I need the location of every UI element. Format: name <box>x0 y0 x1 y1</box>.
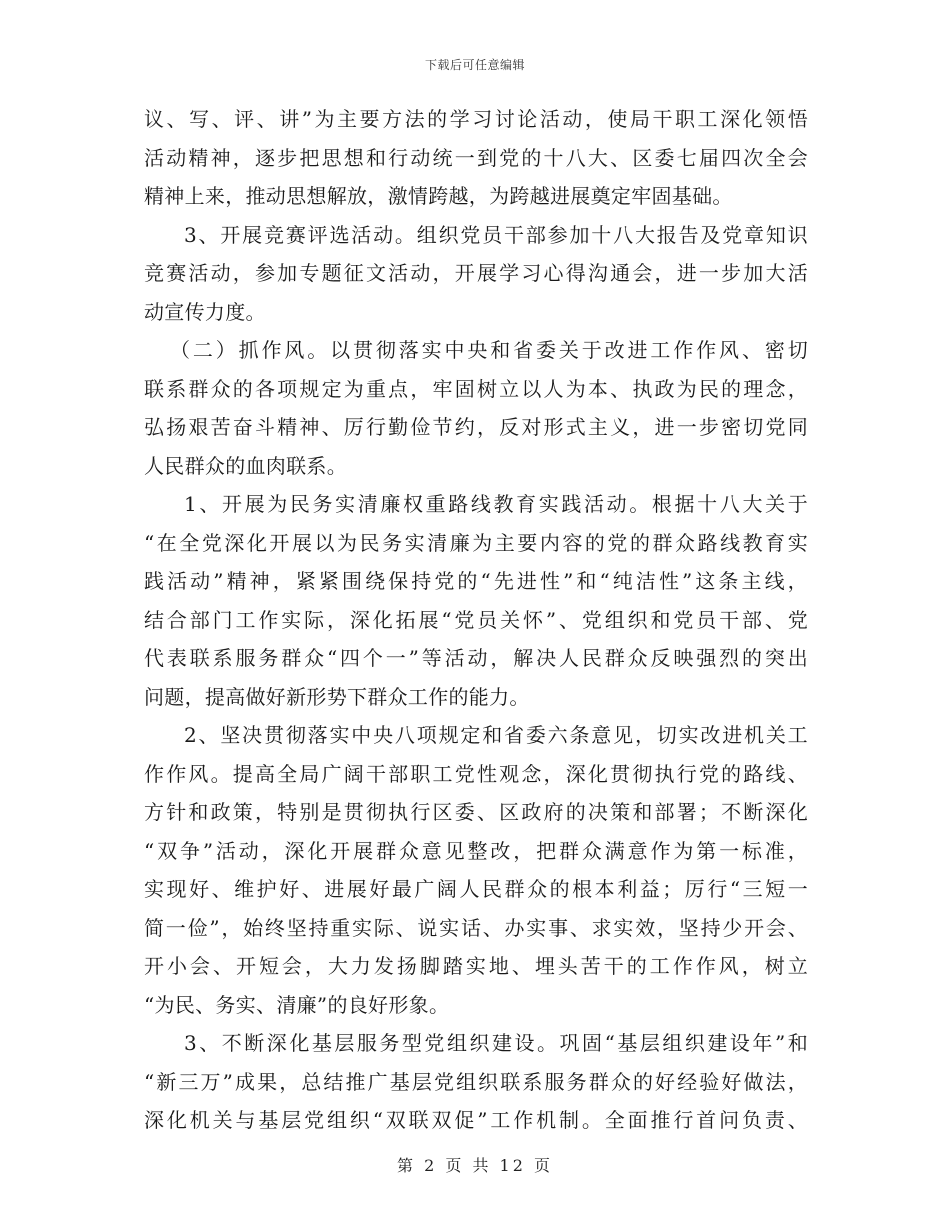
text-line: 竞赛活动，参加专题征文活动，开展学习心得沟通会，进一步加大活 <box>144 261 808 285</box>
paragraph <box>144 1024 808 1140</box>
text-line: 深化机关与基层党组织“双联双促”工作机制。全面推行首问负责、 <box>144 1108 808 1132</box>
text-line: “双争”活动，深化开展群众意见整改，把群众满意作为第一标准， <box>144 838 808 863</box>
text-line: 开小会、开短会，大力发扬脚踏实地、埋头苦干的工作作风，树立 <box>144 954 808 978</box>
text-line: 联系群众的各项规定为重点，牢固树立以人为本、执政为民的理念， <box>144 376 808 401</box>
text-line: 3、不断深化基层服务型党组织建设。巩固“基层组织建设年”和 <box>184 1031 808 1055</box>
text-line: 3、开展竞赛评选活动。组织党员干部参加十八大报告及党章知识 <box>184 222 808 247</box>
text-line: 结合部门工作实际，深化拓展“党员关怀”、党组织和党员干部、党 <box>144 607 808 632</box>
text-line: 动宣传力度。 <box>144 299 266 324</box>
text-line: 代表联系服务群众“四个一”等活动，解决人民群众反映强烈的突出 <box>144 646 808 670</box>
text-line: 人民群众的血肉联系。 <box>144 453 347 478</box>
text-line: “为民、务实、清廉”的良好形象。 <box>144 992 450 1017</box>
text-line: 弘扬艰苦奋斗精神、厉行勤俭节约，反对形式主义，进一步密切党同 <box>144 415 808 439</box>
text-line: 践活动”精神，紧紧围绕保持党的“先进性”和“纯洁性”这条主线， <box>144 569 808 593</box>
text-line: 1、开展为民务实清廉权重路线教育实践活动。根据十八大关于 <box>184 492 808 516</box>
text-line: 实现好、维护好、进展好最广阔人民群众的根本利益；厉行“三短一 <box>144 877 808 901</box>
paragraph <box>144 100 808 216</box>
paragraph <box>144 716 808 1024</box>
text-line: “新三万”成果，总结推广基层党组织联系服务群众的好经验好做法， <box>144 1069 808 1094</box>
text-line: （二）抓作风。以贯彻落实中央和省委关于改进工作作风、密切 <box>170 338 808 362</box>
text-line: 议、写、评、讲”为主要方法的学习讨论活动，使局干职工深化领悟 <box>144 107 808 131</box>
paragraph <box>144 485 808 716</box>
text-line: 方针和政策，特别是贯彻执行区委、区政府的决策和部署；不断深化 <box>144 800 808 824</box>
text-line: 2、坚决贯彻落实中央八项规定和省委六条意见，切实改进机关工 <box>184 723 808 747</box>
text-line: 作作风。提高全局广阔干部职工党性观念，深化贯彻执行党的路线、 <box>144 761 808 786</box>
text-line: 精神上来，推动思想解放，激情跨越，为跨越进展奠定牢固基础。 <box>144 184 733 208</box>
text-line: 活动精神，逐步把思想和行动统一到党的十八大、区委七届四次全会 <box>144 145 808 170</box>
text-line: 问题，提高做好新形势下群众工作的能力。 <box>144 684 530 709</box>
page-header: 下载后可任意编辑 <box>424 58 525 72</box>
text-line: “在全党深化开展以为民务实清廉为主要内容的党的群众路线教育实 <box>144 530 808 555</box>
text-line: 简一俭”，始终坚持重实际、说实话、办实事、求实效，坚持少开会、 <box>144 915 808 940</box>
paragraph <box>144 216 808 332</box>
paragraph <box>144 331 808 485</box>
page-footer: 第 2 页 共 12 页 <box>397 1156 553 1175</box>
document-body <box>144 100 808 1140</box>
